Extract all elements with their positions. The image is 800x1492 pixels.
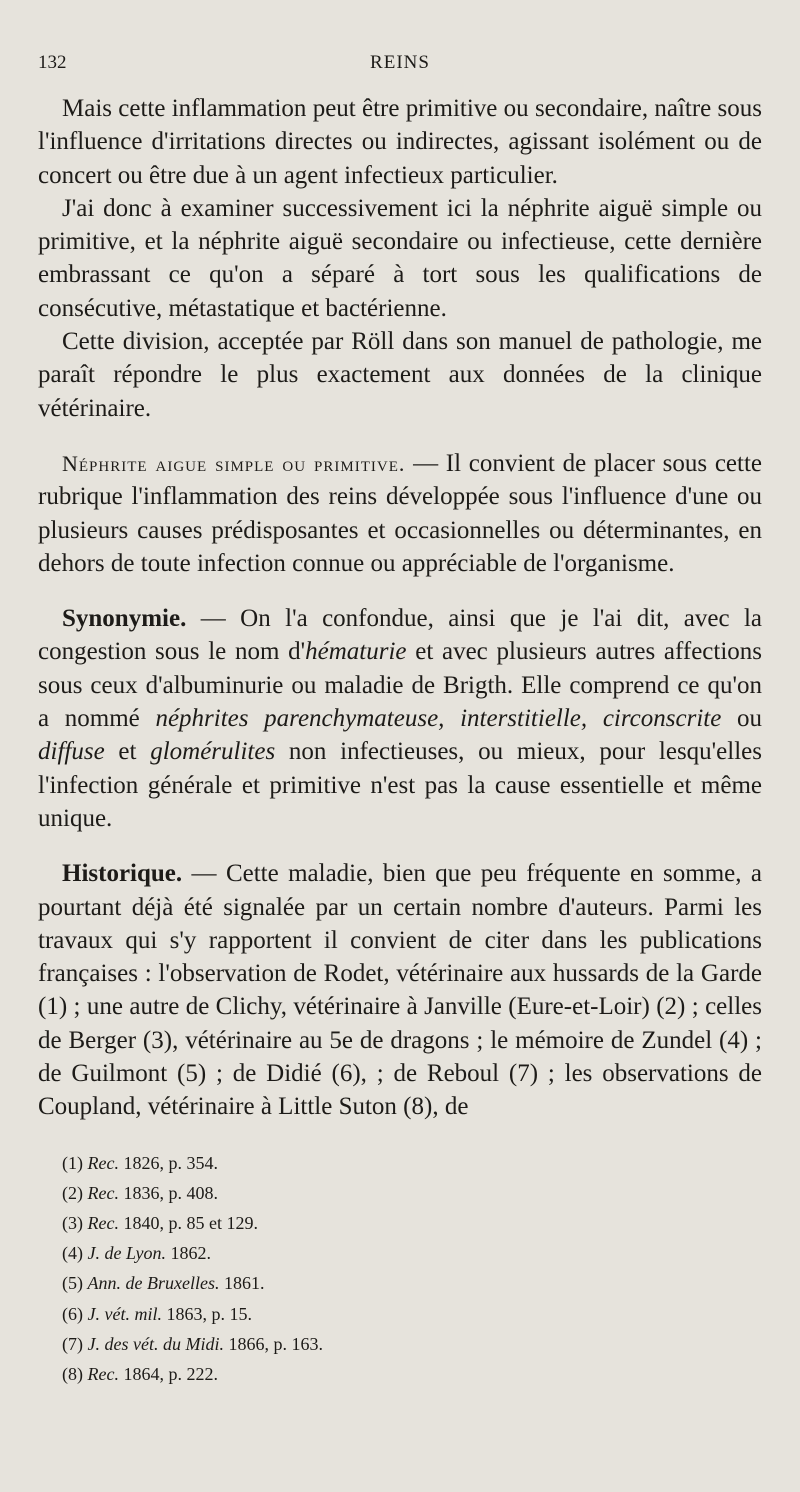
footnote xyxy=(62,1299,762,1329)
paragraph-3: Cette division, acceptée par Röll dans son manuel de pathologie, me paraît répondre le plus exactement aux données de la clinique vétérinaire. xyxy=(38,328,762,422)
page-number: 132 xyxy=(38,52,67,73)
synonymie-italic-1: hématurie xyxy=(305,638,407,666)
footnote xyxy=(62,1208,762,1238)
footnote-journal: Rec. xyxy=(87,1182,119,1203)
footnote-journal: J. vét. mil. xyxy=(87,1303,162,1324)
footnote-ref: 1864, p. 222. xyxy=(123,1364,218,1385)
footnote xyxy=(62,1178,762,1208)
footnotes xyxy=(38,1148,762,1390)
footnote-ref: 1862. xyxy=(170,1243,211,1264)
footnote-ref: 1840, p. 85 et 129. xyxy=(123,1213,258,1234)
page-header xyxy=(38,52,762,92)
section-text-nephrite: — Il convient de placer sous cette rubrique l'inflammation des reins développée sous l'influence d'une ou plusieurs causes prédisposantes et occasionnelles ou déterminantes, en dehors de toute infection connue ou appréciable de l'organisme. xyxy=(38,449,763,577)
footnote-ref: 1826, p. 354. xyxy=(123,1152,218,1173)
synonymie-text-3: ou xyxy=(721,705,762,733)
section-nephrite xyxy=(38,447,762,580)
footnote-number: (4) xyxy=(62,1243,83,1264)
body-text xyxy=(38,92,762,1124)
footnote-journal: J. des vét. du Midi. xyxy=(87,1333,224,1354)
footnote-ref: 1836, p. 408. xyxy=(123,1182,218,1203)
synonymie-text-4: et xyxy=(104,738,151,766)
footnote-number: (7) xyxy=(62,1333,83,1354)
footnote xyxy=(62,1268,762,1298)
section-heading-nephrite: Néphrite aigue simple ou primitive. xyxy=(62,450,406,476)
footnote xyxy=(62,1359,762,1389)
synonymie-text-5: non infectieuses, ou mieux, pour lesqu'elles l'infection générale et primitive n'est pas la cause essentielle et même unique. xyxy=(38,738,762,832)
footnote-journal: J. de Lyon. xyxy=(87,1243,166,1264)
footnote-ref: 1861. xyxy=(223,1273,265,1294)
footnote-ref: 1863, p. 15. xyxy=(166,1303,252,1324)
footnote-number: (5) xyxy=(62,1273,83,1294)
footnote-number: (6) xyxy=(62,1303,83,1324)
running-title: REINS xyxy=(370,52,430,73)
footnote-number: (1) xyxy=(62,1152,83,1173)
footnote-journal: Rec. xyxy=(87,1213,119,1234)
footnote-journal: Ann. de Bruxelles. xyxy=(87,1273,220,1294)
synonymie-italic-3: diffuse xyxy=(38,738,105,766)
section-text-historique: — Cette maladie, bien que peu fréquente en somme, a pourtant déjà été signalée par un certain nombre d'auteurs. Parmi les travaux qui s'y rapportent il convient de citer dans les publications françaises : l'observation de Rodet, vétérinaire aux hussards de la Garde (1) ; une autre de Clichy, vétérinaire à Janville (Eure-et-Loir) (2) ; celles de Berger (3), vétérinaire au 5e de dragons ; le mémoire de Zundel (4) ; de Guilmont (5) ; de Didié (6), ; de Reboul (7) ; les observations de Coupland, vétérinaire à Little Suton (8), de xyxy=(38,860,762,1121)
footnote-ref: 1866, p. 163. xyxy=(228,1333,323,1354)
synonymie-italic-4: glomérulites xyxy=(150,738,276,766)
section-heading-historique: Historique. xyxy=(62,860,183,888)
section-heading-synonymie: Synonymie. xyxy=(62,605,187,633)
paragraph-2: J'ai donc à examiner successivement ici la néphrite aiguë simple ou primitive, et la néphrite aiguë secondaire ou infectieuse, cette dernière embrassant ce qu'on a séparé à tort sous les qualifications de consécutive, métastatique et bactérienne. xyxy=(38,194,762,322)
footnote-journal: Rec. xyxy=(87,1364,119,1385)
footnote xyxy=(62,1148,762,1178)
synonymie-italic-2: néphrites parenchymateuse, interstitielle, circonscrite xyxy=(155,705,722,733)
footnote xyxy=(62,1329,762,1359)
synonymie-text-2: et avec plusieurs autres affections sous ceux d'albuminurie ou maladie de Brigth. Elle comprend ce qu'on a nommé xyxy=(38,638,763,733)
paragraph-1: Mais cette inflammation peut être primitive ou secondaire, naître sous l'influence d'irritations directes ou indirectes, agissant isolément ou de concert ou être due à un agent infectieux particulier. xyxy=(38,95,762,189)
footnote-number: (8) xyxy=(62,1364,83,1385)
section-historique xyxy=(38,857,762,1123)
footnote-number: (3) xyxy=(62,1213,83,1234)
synonymie-text-1: — On l'a confondue, ainsi que je l'ai dit, avec la congestion sous le nom d' xyxy=(38,605,762,666)
section-synonymie xyxy=(38,602,762,835)
footnote-number: (2) xyxy=(62,1182,83,1203)
footnote-journal: Rec. xyxy=(87,1152,119,1173)
footnote xyxy=(62,1238,762,1268)
